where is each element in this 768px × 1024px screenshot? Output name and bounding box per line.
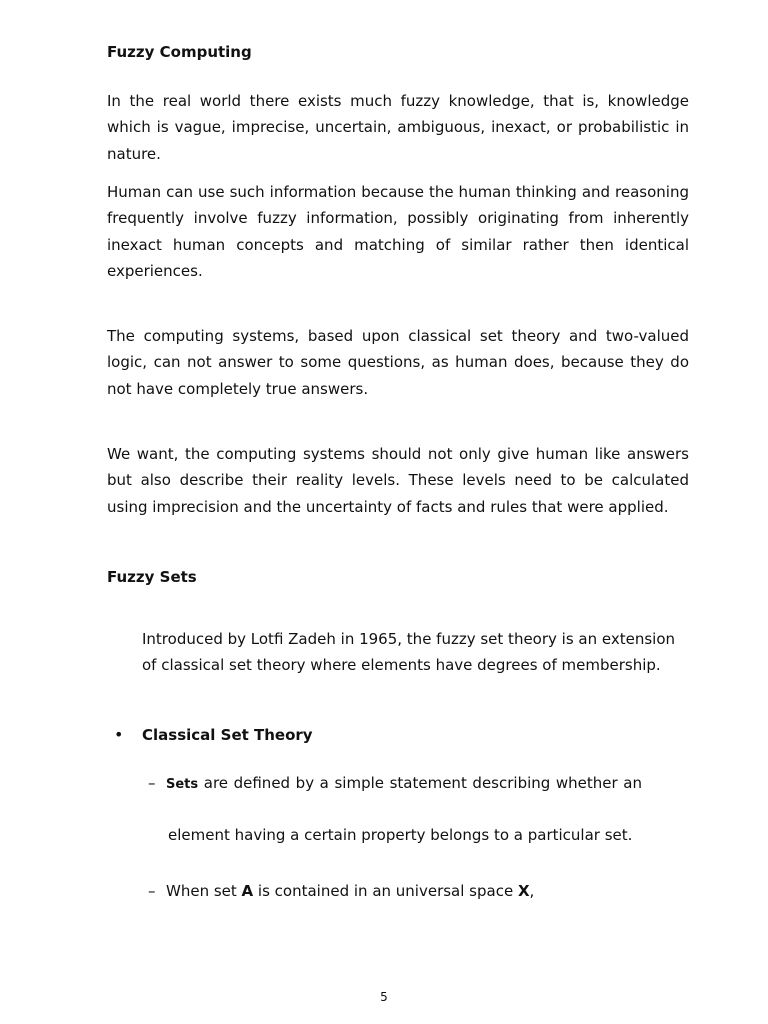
sub-item-text: are defined by a simple statement describing whether an — [198, 774, 642, 792]
dash-marker: – — [148, 882, 156, 900]
paragraph-reality-levels: We want, the computing systems should not only give human like answers but also describe their reality levels. These levels need to be calculated using imprecision and the uncertainty of facts and rules that were applied. — [107, 445, 689, 516]
heading-fuzzy-sets: Fuzzy Sets — [107, 568, 197, 586]
sub-item-sets-definition — [148, 773, 642, 795]
dash-marker: – — [148, 774, 156, 792]
bullet-label: Classical Set Theory — [142, 726, 313, 744]
term-sets: Sets — [166, 777, 199, 792]
sub-item-sets-continuation: element having a certain property belongs to a particular set. — [168, 826, 633, 844]
sub-item-text-pre: When set — [166, 882, 242, 900]
set-a-symbol: A — [241, 882, 254, 900]
bullet-symbol: • — [114, 725, 124, 744]
sub-item-text-post: , — [529, 882, 535, 900]
heading-fuzzy-computing: Fuzzy Computing — [107, 43, 252, 61]
paragraph-human-reasoning: Human can use such information because the human thinking and reasoning frequently involve fuzzy information, possibly originating from inherently inexact human concepts and matching of similar rather then identical experiences. — [107, 183, 689, 281]
page-number: 5 — [380, 990, 388, 1004]
universal-space-x-symbol: X — [517, 882, 530, 900]
sub-item-text-mid: is contained in an universal space — [253, 882, 518, 900]
paragraph-computing-systems: The computing systems, based upon classical set theory and two-valued logic, can not answer to some questions, as human does, because they do not have completely true answers. — [107, 327, 689, 398]
paragraph-fuzzy-knowledge: In the real world there exists much fuzzy knowledge, that is, knowledge which is vague, imprecise, uncertain, ambiguous, inexact, or probabilistic in nature. — [107, 92, 689, 163]
paragraph-zadeh-intro: Introduced by Lotfi Zadeh in 1965, the fuzzy set theory is an extension of classical set theory where elements have degrees of membership. — [142, 630, 676, 675]
sub-item-universal-space — [148, 881, 534, 901]
